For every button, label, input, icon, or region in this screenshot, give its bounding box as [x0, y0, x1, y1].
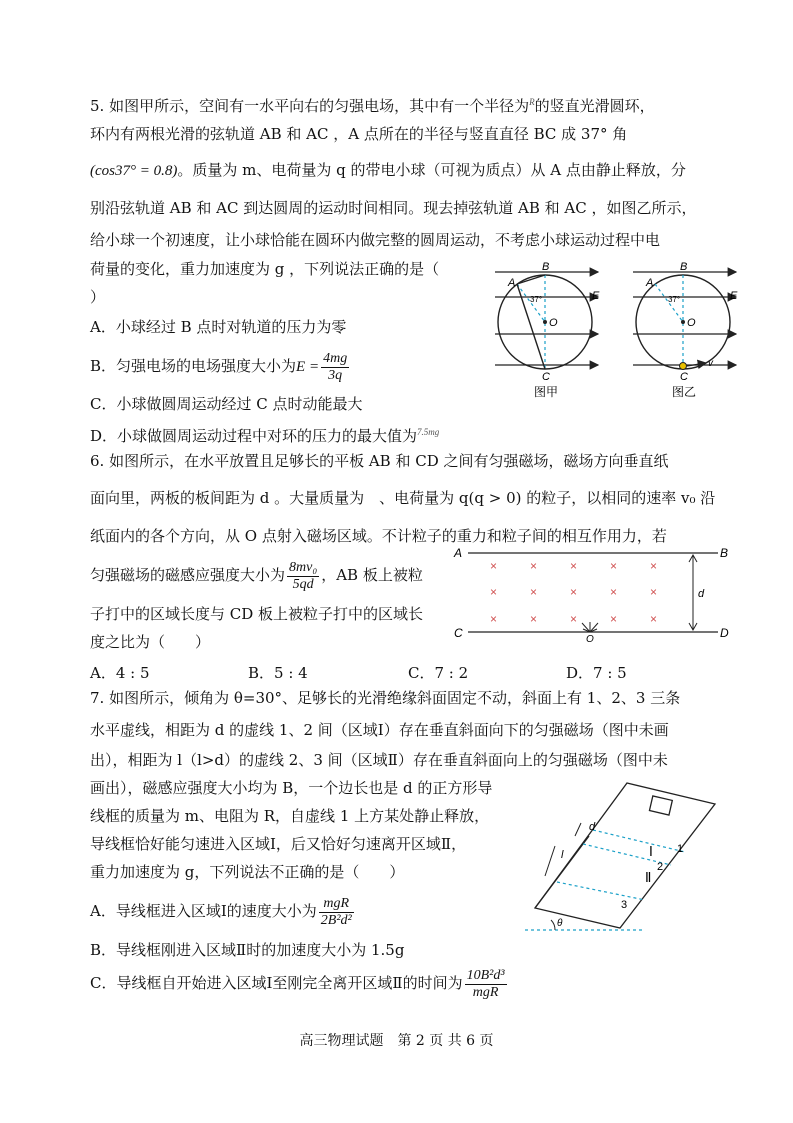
- fig-jia-caption: 图甲: [534, 385, 559, 399]
- q6-option-a: A．4 : 5: [90, 664, 150, 682]
- q7-line-4: 画出），磁感应强度大小均为 B，一个边长也是 d 的正方形导: [90, 779, 493, 797]
- q5-option-d: D．小球做圆周运动过程中对环的压力的最大值为$^{7.5mg}$: [90, 427, 440, 445]
- field-cross-mark: ×: [570, 612, 578, 626]
- q6-line-4: 匀强磁场的磁感应强度大小为 $\frac{\text{8mv₀}}{5qd}$ ，AB 板上被粒: [90, 559, 423, 592]
- svg-text:A: A: [454, 546, 463, 560]
- field-cross-mark: ×: [610, 612, 618, 626]
- q7-line-5: 线框的质量为 m、电阻为 R，自虚线 1 上方某处静止释放，: [90, 807, 490, 825]
- svg-text:37°: 37°: [668, 295, 681, 304]
- q6-line-1: 6. 如图所示，在水平放置且足够长的平板 AB 和 CD 之间有匀强磁场，磁场方向垂直纸: [90, 452, 669, 470]
- figure-q7-incline: [525, 778, 725, 938]
- field-cross-mark: ×: [570, 585, 578, 599]
- svg-text:A: A: [508, 277, 516, 289]
- svg-text:d: d: [698, 588, 705, 600]
- q6-line-3: 纸面内的各个方向，从 O 点射入磁场区域。不计粒子的重力和粒子间的相互作用力，若: [90, 527, 667, 545]
- field-cross-mark: ×: [650, 612, 658, 626]
- q5-option-c: C．小球做圆周运动经过 C 点时动能最大: [90, 395, 363, 413]
- q5-line-4: 别沿弦轨道 AB 和 AC 到达圆周的运动时间相同。现去掉弦轨道 AB 和 AC ，如图乙所示，: [90, 199, 697, 217]
- ball: [680, 363, 687, 370]
- q6-option-b: B．5 : 4: [248, 664, 308, 682]
- page-footer: 高三物理试题 第 2 页 共 6 页: [299, 1033, 494, 1049]
- svg-text:C: C: [454, 626, 463, 640]
- svg-text:B: B: [542, 262, 550, 273]
- svg-text:E: E: [592, 290, 600, 302]
- svg-text:2: 2: [657, 861, 664, 873]
- q6-line-2: 面向里，两板的板间距为 d 。大量质量为 、电荷量为 q(q > 0) 的粒子，以相同的速率 v₀ 沿: [90, 489, 716, 507]
- svg-text:O: O: [687, 317, 696, 329]
- svg-text:O: O: [549, 317, 558, 329]
- q7-a-fraction: $\frac{\text{mgR}}{\text{2B²d²}}$: [320, 895, 352, 928]
- svg-text:B: B: [680, 262, 688, 273]
- figure-q6-magnetic-field: [450, 543, 730, 643]
- q7-line-6: 导线框恰好能匀速进入区域Ⅰ，后又恰好匀速离开区域Ⅱ，: [90, 835, 467, 853]
- field-cross-mark: ×: [530, 559, 538, 573]
- svg-text:A: A: [646, 277, 654, 289]
- q7-line-7: 重力加速度为 g，下列说法不正确的是（ ）: [90, 863, 405, 881]
- q5-line-6: 荷量的变化，重力加速度为 g ，下列说法正确的是（: [90, 260, 440, 278]
- svg-text:d: d: [589, 821, 596, 833]
- q6-option-c: C．7 : 2: [408, 664, 469, 682]
- svg-text:θ: θ: [557, 918, 563, 929]
- figure-yi: [628, 262, 768, 402]
- fig-yi-caption: 图乙: [672, 385, 697, 399]
- svg-text:D: D: [720, 626, 729, 640]
- field-cross-mark: ×: [570, 559, 578, 573]
- q5-option-b-fraction: $\frac{4mg}{3q}$: [323, 350, 348, 383]
- q6-b-fraction: $\frac{\text{8mv₀}}{5qd}$: [289, 559, 318, 592]
- svg-text:l: l: [561, 849, 564, 861]
- svg-text:3: 3: [621, 899, 628, 911]
- q6-line-6: 度之比为（ ）: [90, 633, 211, 651]
- field-cross-mark: ×: [650, 585, 658, 599]
- q7-line-3: 出），相距为 l（l>d）的虚线 2、3 间（区域Ⅱ）存在垂直斜面向上的匀强磁场（图中未: [90, 751, 668, 769]
- svg-text:1: 1: [677, 843, 684, 855]
- svg-text:C: C: [680, 371, 688, 383]
- svg-text:37°: 37°: [530, 295, 543, 304]
- svg-text:O: O: [586, 634, 594, 643]
- q7-option-a: A．导线框进入区域Ⅰ的速度大小为 $\frac{\text{mgR}}{\text{2B²d²}}$: [90, 895, 352, 928]
- q5-option-b: B．匀强电场的电场强度大小为E = $\frac{4mg}{3q}$: [90, 350, 348, 383]
- q5-line-1: 5. 如图甲所示，空间有一水平向右的匀强电场，其中有一个半径为$^R$的竖直光滑圆环，: [90, 97, 655, 115]
- q5-line-5: 给小球一个初速度，让小球恰能在圆环内做完整的圆周运动，不考虑小球运动过程中电: [90, 231, 661, 249]
- field-cross-mark: ×: [530, 612, 538, 626]
- svg-text:B: B: [720, 546, 729, 560]
- field-cross-mark: ×: [490, 559, 498, 573]
- figure-jia: [490, 262, 625, 402]
- q7-option-b: B．导线框刚进入区域Ⅱ时的加速度大小为 1.5g: [90, 941, 405, 959]
- field-cross-mark: ×: [610, 585, 618, 599]
- q7-line-1: 7. 如图所示，倾角为 θ=30°、足够长的光滑绝缘斜面固定不动，斜面上有 1、2、3 三条: [90, 689, 681, 707]
- field-cross-mark: ×: [490, 612, 498, 626]
- q5-line-2: 环内有两根光滑的弦轨道 AB 和 AC ，A 点所在的半径与竖直直径 BC 成 37° 角: [90, 125, 628, 143]
- q5-line-7: ）: [90, 288, 106, 306]
- q6-option-d: D．7 : 5: [566, 664, 627, 682]
- svg-text:C: C: [542, 371, 550, 383]
- svg-text:Ⅰ: Ⅰ: [649, 844, 653, 859]
- field-cross-mark: ×: [490, 585, 498, 599]
- svg-text:Ⅱ: Ⅱ: [645, 870, 652, 885]
- q7-c-fraction: $\frac{\text{10B²d³}}{\text{mgR}}$: [466, 967, 505, 1000]
- field-cross-mark: ×: [650, 559, 658, 573]
- q5-line-3: (cos37° = 0.8)。质量为 m、电荷量为 q 的带电小球（可视为质点）从 A 点由静止释放，分: [90, 161, 686, 179]
- field-cross-mark: ×: [530, 585, 538, 599]
- q7-option-c: C．导线框自开始进入区域Ⅰ至刚完全离开区域Ⅱ的时间为 $\frac{\text{10B²d³}}{\text{mgR}}$: [90, 967, 505, 1000]
- field-cross-mark: ×: [610, 559, 618, 573]
- q7-line-2: 水平虚线，相距为 d 的虚线 1、2 间（区域Ⅰ）存在垂直斜面向下的匀强磁场（图中未画: [90, 721, 669, 739]
- q6-line-5: 子打中的区域长度与 CD 板上被粒子打中的区域长: [90, 605, 424, 623]
- svg-text:v: v: [708, 358, 713, 369]
- q5-option-a: A．小球经过 B 点时对轨道的压力为零: [90, 318, 347, 336]
- svg-text:E: E: [730, 290, 738, 302]
